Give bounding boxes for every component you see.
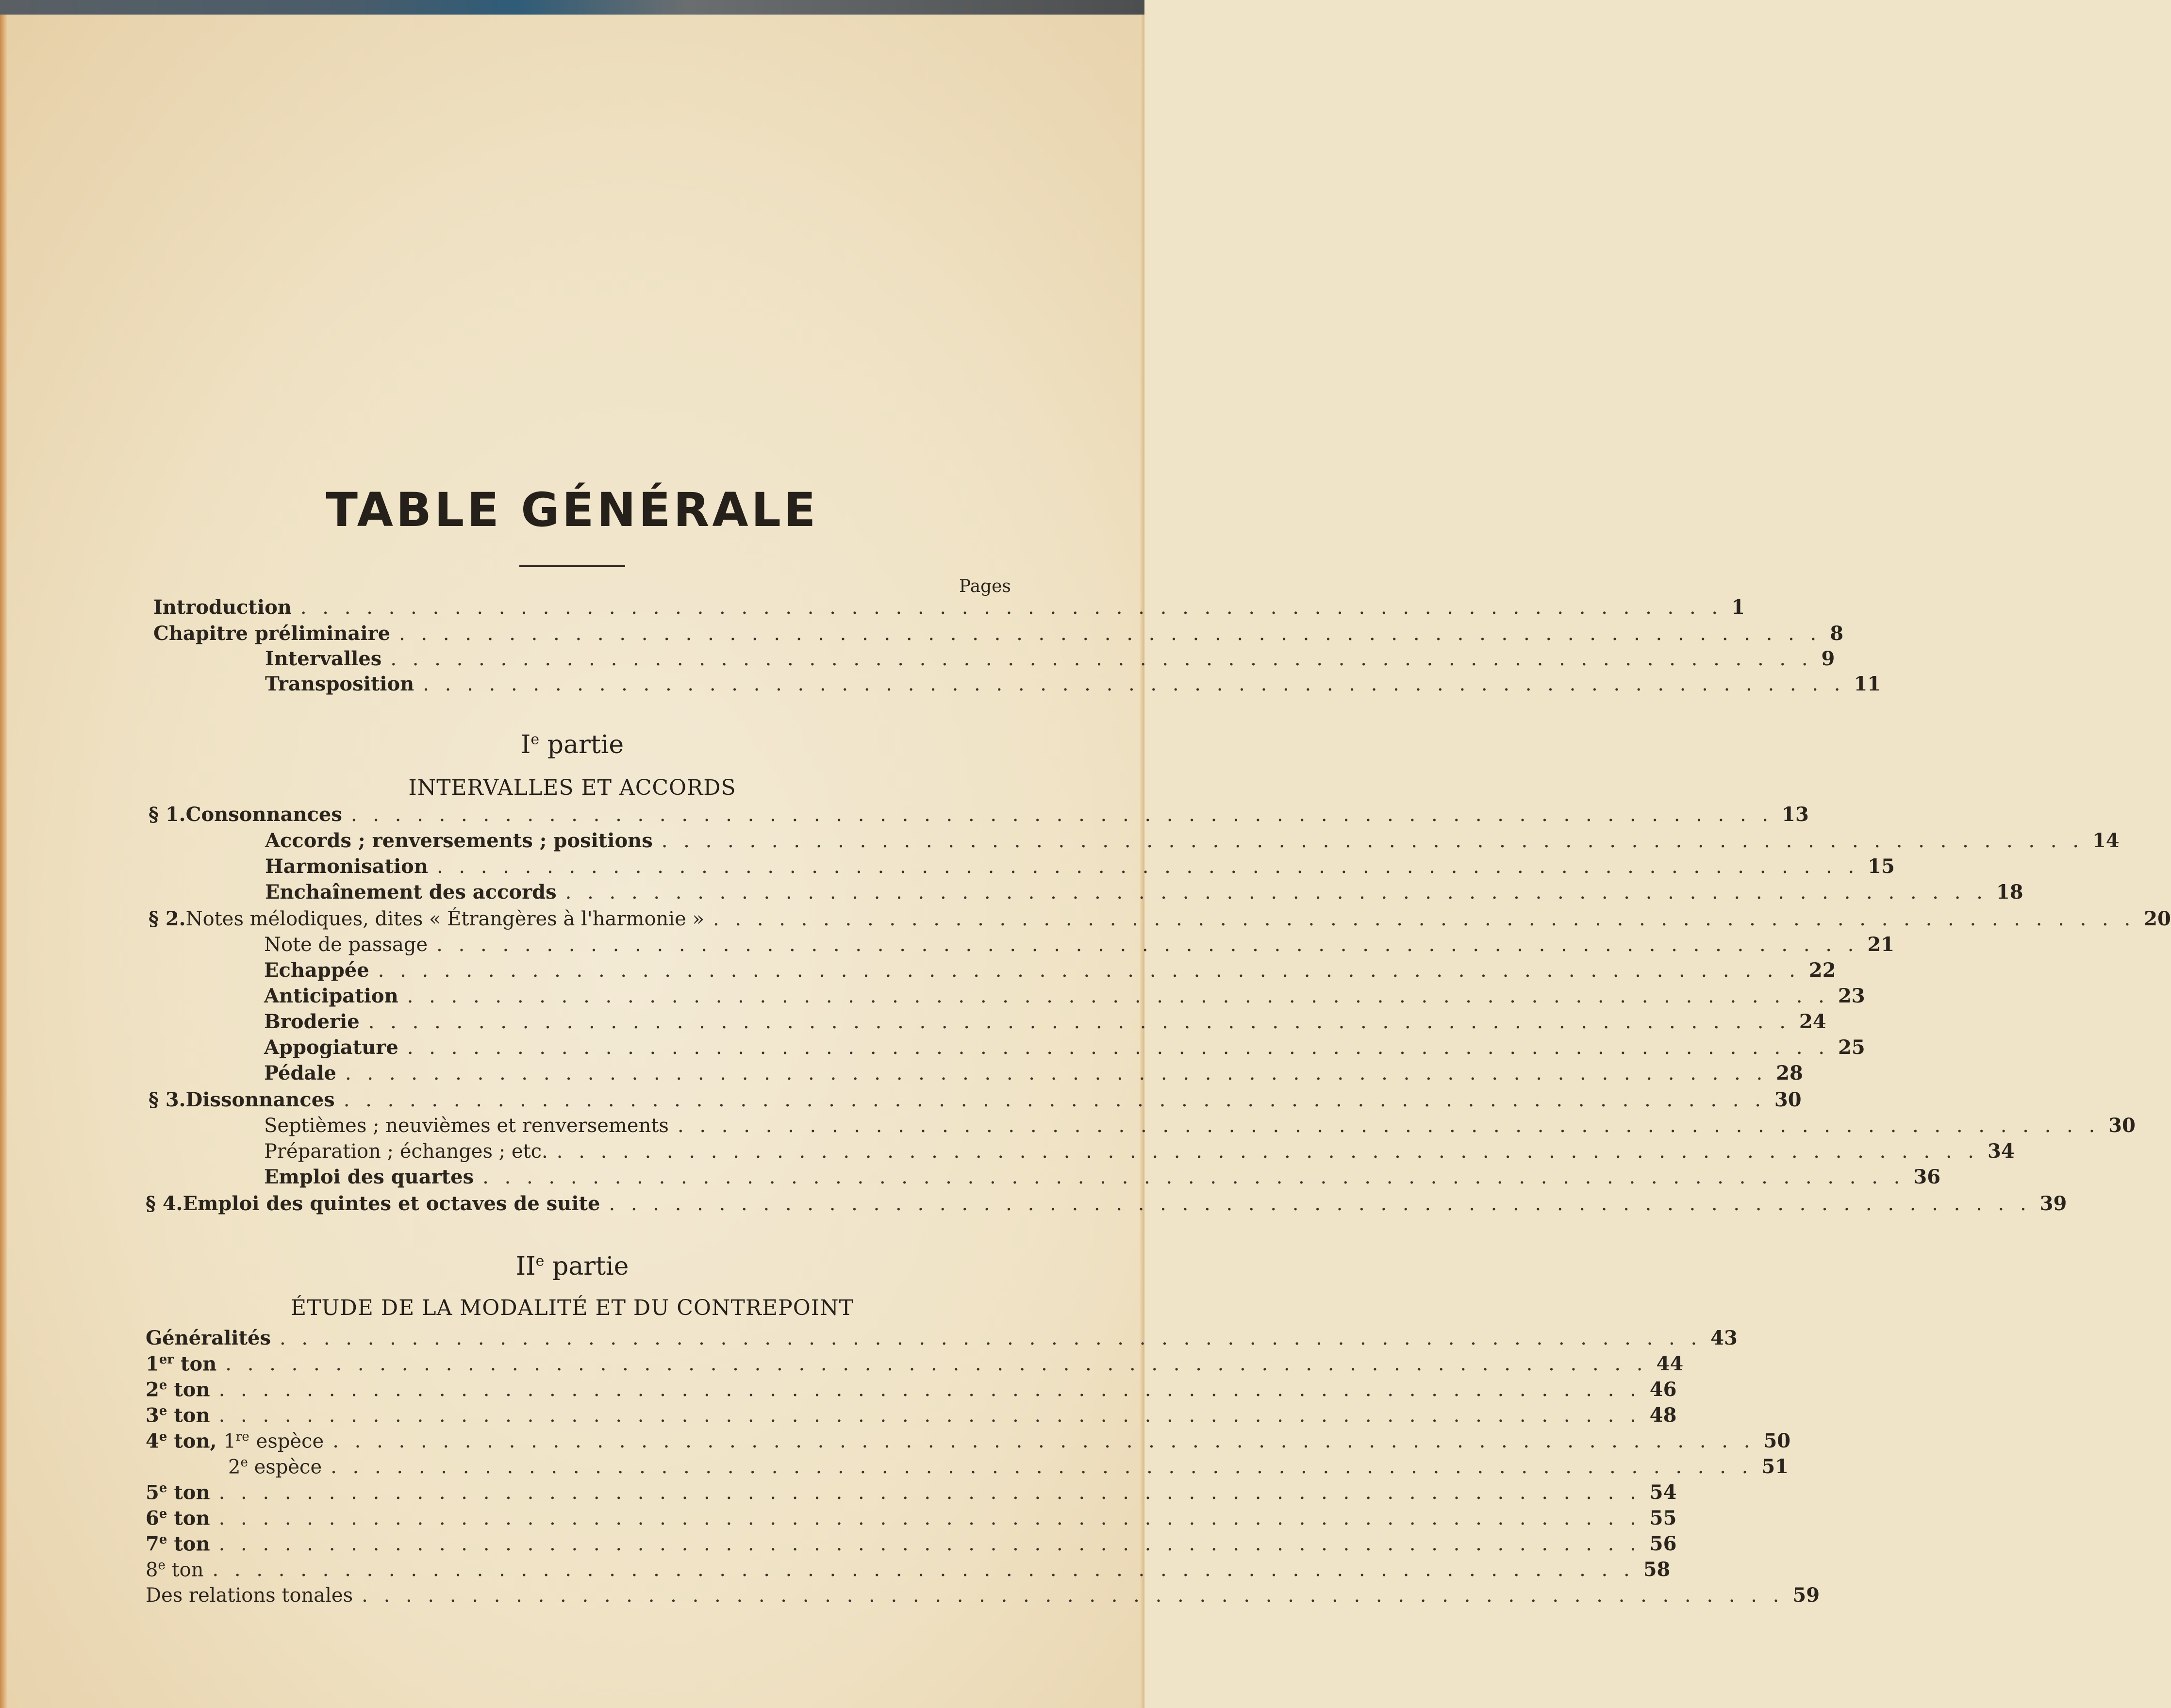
leader-dots: . . . . . . . . . . . . . . . . . . . . . . . . . . . . . . . . . . . . . . . . . . . . . . . . . . . . . . . . . . . . . . . . . [225,1353,1648,1376]
toc-entry [265,881,2023,907]
toc-entry-label [146,1429,324,1452]
toc-entry-page: 21 [1867,933,1895,956]
toc-entry [146,1352,1684,1379]
part-heading [0,730,1144,759]
mode-number-sup: er [159,1352,174,1367]
leader-dots: . . . . . . . . . . . . . . . . . . . . . . . . . . . . . . . . . . . . . . . . . . . . . . . . . . . . . . . . . . . . . . . . . [345,1062,1768,1084]
toc-entry-page: 51 [1761,1455,1789,1478]
leader-dots: . . . . . . . . . . . . . . . . . . . . . . . . . . . . . . . . . . . . . . . . . . . . . . . . . . . . . . . . . . . . . . . . . [436,855,1859,878]
mode-number: 7 [146,1532,159,1556]
toc-entry [265,855,1895,881]
section-number: § 3. [149,1088,186,1111]
toc-entry [264,959,1836,985]
part-subtitle: ÉTUDE DE LA MODALITÉ ET DU CONTREPOINT [290,1296,854,1320]
toc-entry-label: Appogiature [264,1036,398,1059]
toc-entry-page: 48 [1649,1404,1677,1427]
mode-word: ton [174,1404,210,1427]
species-word: espèce [254,1456,322,1478]
toc-entry [146,1481,1677,1507]
toc-entry-page: 43 [1710,1327,1738,1349]
toc-entry-label [146,1558,203,1581]
toc-entry-page: 55 [1649,1507,1677,1530]
toc-entry [264,1140,2015,1166]
leader-dots: . . . . . . . . . . . . . . . . . . . . . . . . . . . . . . . . . . . . . . . . . . . . . . . . . . . . . . . . . . . . . . . . . [212,1559,1635,1581]
toc-entry-label: Préparation ; échanges ; etc. [264,1140,548,1163]
toc-entry-label [146,1507,210,1529]
leader-dots: . . . . . . . . . . . . . . . . . . . . . . . . . . . . . . . . . . . . . . . . . . . . . . . . . . . . . . . . . . . . . . . . . [218,1507,1641,1530]
toc-entry-label: Dissonnances [185,1088,335,1111]
toc-entry-page: 34 [1987,1140,2015,1163]
section-number: § 4. [146,1192,183,1215]
mode-number: 4 [146,1429,159,1453]
toc-entry-label: Transposition [265,673,414,695]
leader-dots: . . . . . . . . . . . . . . . . . . . . . . . . . . . . . . . . . . . . . . . . . . . . . . . . . . . . . . . . . . . . . . . . . [482,1166,1905,1188]
toc-entry-label [228,1455,322,1478]
mode-word: ton [171,1559,204,1581]
leader-dots: . . . . . . . . . . . . . . . . . . . . . . . . . . . . . . . . . . . . . . . . . . . . . . . . . . . . . . . . . . . . . . . . . [565,881,1988,903]
mode-number-sup: e [159,1481,167,1495]
part-numeral-sup: e [530,731,540,748]
toc-entry-label: Accords ; renversements ; positions [265,829,653,852]
page-top-edge [0,0,1144,15]
mode-word: ton [181,1352,217,1376]
toc-entry [264,1036,1865,1062]
mode-number: 1 [146,1352,159,1376]
toc-entry [265,673,1881,699]
toc-entry [146,1558,1671,1584]
toc-entry-page: 39 [2039,1192,2067,1215]
leader-dots: . . . . . . . . . . . . . . . . . . . . . . . . . . . . . . . . . . . . . . . . . . . . . . . . . . . . . . . . . . . . . . . . . [677,1115,2100,1137]
toc-entry-page: 13 [1782,803,1809,826]
leader-dots: . . . . . . . . . . . . . . . . . . . . . . . . . . . . . . . . . . . . . . . . . . . . . . . . . . . . . . . . . . . . . . . . . [390,648,1813,670]
toc-entry [264,933,1895,959]
toc-entry-page: 54 [1649,1481,1677,1504]
section-number: § 1. [149,803,186,826]
toc-entry-label: Anticipation [264,985,398,1007]
toc-entry-page: 30 [2108,1114,2136,1137]
leader-dots: . . . . . . . . . . . . . . . . . . . . . . . . . . . . . . . . . . . . . . . . . . . . . . . . . . . . . . . . . . . . . . . . . [436,934,1859,956]
mode-number-sup: e [159,1429,167,1444]
toc-entry-page: 46 [1649,1378,1677,1401]
toc-entry [264,985,1865,1011]
toc-entry [264,1062,1803,1088]
toc-entry-label: Emploi des quintes et octaves de suite [182,1192,600,1215]
mode-number: 2 [146,1378,159,1401]
toc-entry [265,829,2120,855]
toc-entry [264,1166,1941,1192]
toc-entry-page: 44 [1656,1352,1684,1376]
toc-entry [146,1507,1677,1533]
mode-number-sup: e [159,1532,167,1547]
title-rule [519,565,625,567]
toc-entry [149,1088,1802,1115]
leader-dots: . . . . . . . . . . . . . . . . . . . . . . . . . . . . . . . . . . . . . . . . . . . . . . . . . . . . . . . . . . . . . . . . . [218,1379,1641,1401]
toc-entry-page: 28 [1776,1062,1803,1084]
toc-entry-page: 25 [1838,1036,1865,1059]
toc-entry [228,1455,1789,1481]
toc-entry-page: 9 [1821,647,1835,670]
toc-entry-label: Notes mélodiques, dites « Étrangères à l'harmonie » [185,908,704,930]
leader-dots: . . . . . . . . . . . . . . . . . . . . . . . . . . . . . . . . . . . . . . . . . . . . . . . . . . . . . . . . . . . . . . . . . [332,1430,1755,1453]
toc-entry [149,803,1809,829]
toc-entry-page: 56 [1649,1532,1677,1556]
part-word: partie [552,1252,629,1281]
toc-entry [264,1114,2136,1140]
leader-dots: . . . . . . . . . . . . . . . . . . . . . . . . . . . . . . . . . . . . . . . . . . . . . . . . . . . . . . . . . . . . . . . . . [399,623,1822,645]
part-numeral: II [515,1252,536,1281]
page-left-edge [0,15,7,1708]
page-title: TABLE GÉNÉRALE [326,483,819,537]
toc-entry-page: 59 [1792,1584,1820,1607]
mode-number-sup: e [159,1378,167,1393]
toc-entry-label [146,1404,210,1427]
toc-entry-page: 36 [1913,1166,1941,1188]
toc-entry [146,1378,1677,1404]
leader-dots: . . . . . . . . . . . . . . . . . . . . . . . . . . . . . . . . . . . . . . . . . . . . . . . . . . . . . . . . . . . . . . . . . [609,1193,2031,1215]
mode-word: ton [174,1378,210,1401]
mode-word: ton [174,1481,210,1504]
toc-entry-label: Echappée [264,959,369,982]
toc-entry [153,622,1844,648]
toc-entry-label: Emploi des quartes [264,1166,474,1188]
mode-number: 6 [146,1507,159,1530]
pages-column-heading: Pages [959,576,1011,596]
part-word: partie [547,730,624,759]
toc-entry [265,647,1835,673]
toc-entry-label: Consonnances [185,803,342,826]
toc-entry-label: Enchaînement des accords [265,881,557,903]
leader-dots: . . . . . . . . . . . . . . . . . . . . . . . . . . . . . . . . . . . . . . . . . . . . . . . . . . . . . . . . . . . . . . . . . [407,1036,1830,1059]
toc-entry-page: 50 [1763,1429,1791,1453]
leader-dots: . . . . . . . . . . . . . . . . . . . . . . . . . . . . . . . . . . . . . . . . . . . . . . . . . . . . . . . . . . . . . . . . . [368,1011,1790,1033]
leader-dots: . . . . . . . . . . . . . . . . . . . . . . . . . . . . . . . . . . . . . . . . . . . . . . . . . . . . . . . . . . . . . . . . . [378,959,1800,982]
species-number-sup: e [240,1455,248,1470]
toc-entry-page: 24 [1799,1010,1826,1033]
toc-entry [146,1584,1820,1610]
species-number-sup: re [235,1429,249,1444]
toc-entry-label [146,1532,210,1555]
leader-dots: . . . . . . . . . . . . . . . . . . . . . . . . . . . . . . . . . . . . . . . . . . . . . . . . . . . . . . . . . . . . . . . . . [300,596,1723,619]
species-number: 2 [228,1456,241,1478]
toc-entry-page: 22 [1808,959,1836,982]
toc-entry [146,1192,2067,1218]
part-numeral: I [520,730,531,759]
toc-entry-label: Des relations tonales [146,1584,353,1607]
leader-dots: . . . . . . . . . . . . . . . . . . . . . . . . . . . . . . . . . . . . . . . . . . . . . . . . . . . . . . . . . . . . . . . . . [661,830,2084,852]
toc-entry-label [146,1352,216,1375]
toc-entry-label: Généralités [146,1327,271,1349]
leader-dots: . . . . . . . . . . . . . . . . . . . . . . . . . . . . . . . . . . . . . . . . . . . . . . . . . . . . . . . . . . . . . . . . . [343,1089,1766,1111]
mode-number-sup: e [159,1507,167,1521]
toc-entry [146,1404,1677,1430]
mode-number: 3 [146,1404,159,1427]
mode-number-sup: e [159,1404,167,1418]
part-subtitle: INTERVALLES ET ACCORDS [408,775,736,800]
leader-dots: . . . . . . . . . . . . . . . . . . . . . . . . . . . . . . . . . . . . . . . . . . . . . . . . . . . . . . . . . . . . . . . . . [218,1404,1641,1427]
leader-dots: . . . . . . . . . . . . . . . . . . . . . . . . . . . . . . . . . . . . . . . . . . . . . . . . . . . . . . . . . . . . . . . . . [407,985,1829,1007]
toc-entry [149,907,2171,934]
toc-entry-page: 14 [2092,829,2120,852]
toc-entry-label: Note de passage [264,934,428,956]
leader-dots: . . . . . . . . . . . . . . . . . . . . . . . . . . . . . . . . . . . . . . . . . . . . . . . . . . . . . . . . . . . . . . . . . [713,908,2136,930]
leader-dots: . . . . . . . . . . . . . . . . . . . . . . . . . . . . . . . . . . . . . . . . . . . . . . . . . . . . . . . . . . . . . . . . . [331,1456,1753,1478]
section-number: § 2. [149,907,186,930]
leader-dots: . . . . . . . . . . . . . . . . . . . . . . . . . . . . . . . . . . . . . . . . . . . . . . . . . . . . . . . . . . . . . . . . . [218,1481,1641,1504]
toc-entry [146,1429,1791,1456]
toc-entry-page: 8 [1830,622,1844,645]
toc-entry-page: 11 [1854,673,1881,695]
leader-dots: . . . . . . . . . . . . . . . . . . . . . . . . . . . . . . . . . . . . . . . . . . . . . . . . . . . . . . . . . . . . . . . . . [350,804,1773,826]
toc-entry [153,596,1745,622]
mode-number: 5 [146,1481,159,1504]
leader-dots: . . . . . . . . . . . . . . . . . . . . . . . . . . . . . . . . . . . . . . . . . . . . . . . . . . . . . . . . . . . . . . . . . [218,1533,1641,1556]
species-number: 1 [223,1430,236,1453]
toc-entry-page: 23 [1838,985,1865,1007]
toc-entry-page: 58 [1643,1558,1671,1581]
mode-number-sup: e [158,1558,166,1573]
toc-entry-page: 15 [1868,855,1895,878]
toc-entry-page: 18 [1996,881,2023,903]
toc-entry-label: Introduction [153,596,292,619]
toc-entry-page: 20 [2144,907,2171,930]
leader-dots: . . . . . . . . . . . . . . . . . . . . . . . . . . . . . . . . . . . . . . . . . . . . . . . . . . . . . . . . . . . . . . . . . [423,673,1845,695]
leader-dots: . . . . . . . . . . . . . . . . . . . . . . . . . . . . . . . . . . . . . . . . . . . . . . . . . . . . . . . . . . . . . . . . . [279,1327,1702,1349]
toc-entry [264,1010,1826,1036]
mode-word: ton [174,1507,210,1530]
toc-entry-label: Septièmes ; neuvièmes et renversements [264,1115,669,1137]
part-numeral-sup: e [535,1252,545,1270]
part-heading [0,1252,1144,1281]
leader-dots: . . . . . . . . . . . . . . . . . . . . . . . . . . . . . . . . . . . . . . . . . . . . . . . . . . . . . . . . . . . . . . . . . [556,1140,1979,1163]
toc-entry-label: Pédale [264,1062,336,1084]
mode-number: 8 [146,1559,158,1581]
mode-word: ton, [174,1429,217,1453]
toc-entry-label [146,1378,210,1401]
toc-entry-label [146,1481,210,1504]
toc-entry-label: Chapitre préliminaire [153,622,391,645]
toc-entry [146,1532,1677,1559]
toc-entry [146,1327,1738,1353]
toc-entry-page: 1 [1731,596,1745,619]
toc-entry-label: Broderie [264,1010,360,1033]
leader-dots: . . . . . . . . . . . . . . . . . . . . . . . . . . . . . . . . . . . . . . . . . . . . . . . . . . . . . . . . . . . . . . . . . [362,1584,1784,1607]
toc-entry-label: Harmonisation [265,855,428,878]
species-word: espèce [256,1430,324,1453]
toc-entry-page: 30 [1774,1088,1802,1111]
mode-word: ton [174,1532,210,1556]
toc-entry-label: Intervalles [265,647,382,670]
